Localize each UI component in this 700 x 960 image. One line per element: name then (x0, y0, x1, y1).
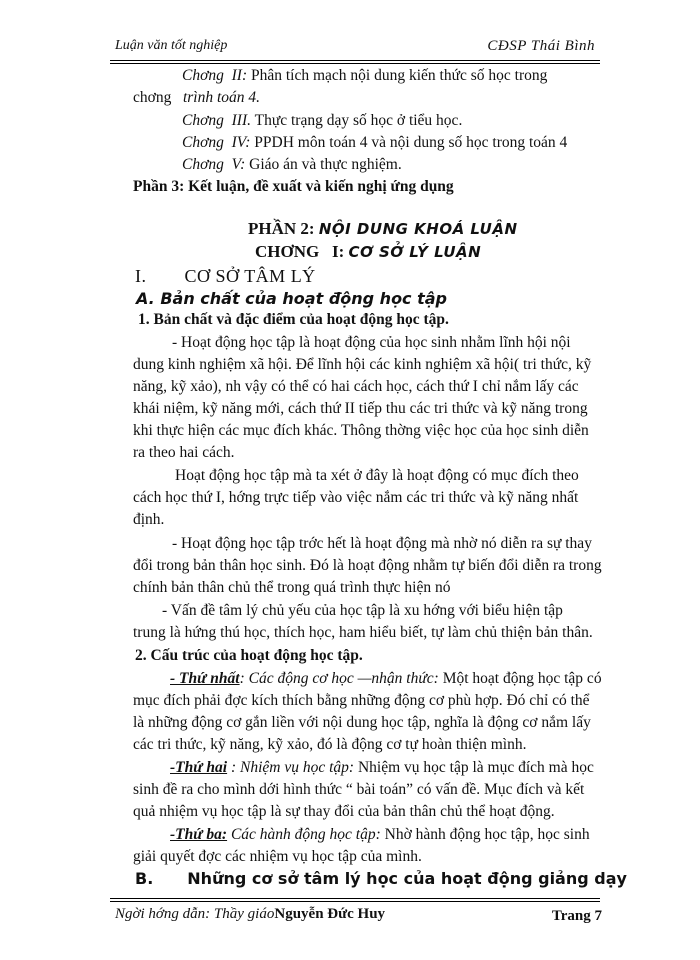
paragraph-line: mục đích phải đợc kích thích bằng những động cơ phù hợp. Đó chỉ có thể (133, 692, 590, 709)
paragraph-line: sinh đề ra cho mình dới hình thức “ bài toán” có vấn đề. Mục đích và kết (133, 781, 585, 798)
toc-chapter-2: Chơng II: Phân tích mạch nội dung kiến thức số học trong (182, 67, 548, 84)
structure-item-2: -Thứ hai : Nhiệm vụ học tập: Nhiệm vụ học tập là mục đích mà học (170, 759, 594, 776)
structure-item-1: - Thứ nhất: Các động cơ học —nhận thức: Một hoạt động học tập có (170, 670, 602, 687)
paragraph-line: khái niệm, kỹ năng mới, cách thứ II tiếp thu các tri thức và kỹ năng trong (133, 400, 588, 417)
paragraph-line: dung kinh nghiệm xã hội. Để lĩnh hội các kinh nghiệm xã hội( tri thức, kỹ (133, 356, 592, 373)
page-number: Trang 7 (551, 908, 602, 924)
toc-chapter-3: Chơng III. Thực trạng dạy số học ở tiểu học. (182, 112, 463, 129)
paragraph-line: cách học thứ I, hớng trực tiếp vào việc nắm các tri thức và kỹ năng nhất (133, 489, 579, 506)
paragraph-line: - Hoạt động học tập là hoạt động của học sinh nhằm lĩnh hội nội (172, 334, 571, 351)
header-right: CĐSP Thái Bình (487, 38, 595, 54)
paragraph-line: chính bản thân chủ thể trong quá trình thực hiện nó (133, 579, 451, 596)
toc-chapter-2-cont: chơng trình toán 4. (133, 89, 261, 106)
paragraph-line: đổi trong bản thân học sinh. Đó là hoạt động nhằm tự biến đổi diễn ra trong (133, 557, 602, 574)
paragraph-line: Hoạt động học tập mà ta xét ở đây là hoạt động có mục đích theo (175, 467, 579, 484)
toc-part-3: Phần 3: Kết luận, đề xuất và kiến nghị ứng dụng (133, 178, 454, 195)
paragraph-line: là những động cơ gắn liền với nội dung học tập, nghĩa là động cơ nắm lấy (133, 714, 591, 731)
paragraph-line: các tri thức, kỹ năng, kỹ xảo, đó là động cơ tự hoàn thiện mình. (133, 736, 527, 753)
section-a-heading: A. Bản chất của hoạt động học tập (136, 289, 448, 308)
paragraph-line: quả nhiệm vụ học tập là sự thay đổi của bản thân chủ thể hoạt động. (133, 803, 555, 820)
section-i-heading: I. CƠ SỞ TÂM LÝ (135, 266, 316, 286)
header-rule-thin (110, 63, 600, 64)
paragraph-line: khi thực hiện các mục đích khác. Thông thờng việc học của học sinh diễn (133, 422, 589, 439)
part-heading: PHẦN 2: NỘI DUNG KHOÁ LUẬN (248, 219, 518, 238)
paragraph-line: năng, kỹ xảo), nh vậy có thể có hai cách học, cách thứ I chỉ nắm lấy các (133, 378, 579, 395)
paragraph-line: - Hoạt động học tập trớc hết là hoạt động mà nhờ nó diễn ra sự thay (172, 535, 592, 552)
paragraph-line: trung là hứng thú học, thích học, ham hiểu biết, tự làm chủ thiện bản thân. (133, 624, 593, 641)
toc-chapter-5: Chơng V: Giáo án và thực nghiệm. (182, 156, 402, 173)
subsection-1-heading: 1. Bản chất và đặc điểm của hoạt động học tập. (138, 311, 449, 328)
paragraph-line: ra theo hai cách. (133, 444, 235, 461)
footer-rule (110, 901, 600, 902)
structure-item-3: -Thứ ba: Các hành động học tập: Nhờ hành động học tập, học sinh (170, 826, 590, 843)
footer-rule-thin (110, 898, 600, 899)
header-rule (110, 60, 600, 61)
paragraph-line: giải quyết đợc các nhiệm vụ học tập của mình. (133, 848, 422, 865)
toc-chapter-4: Chơng IV: PPDH môn toán 4 và nội dung số học trong toán 4 (182, 134, 568, 151)
section-b-heading: B. Những cơ sở tâm lý học của hoạt động giảng dạy (135, 869, 627, 888)
footer-advisor: Ngời hớng dẫn: Thầy giáoNguyễn Đức Huy (115, 906, 386, 922)
chapter-heading: CHƠNG I: CƠ SỞ LÝ LUẬN (255, 242, 482, 261)
paragraph-line: định. (133, 511, 165, 528)
subsection-2-heading: 2. Cấu trúc của hoạt động học tập. (135, 647, 363, 664)
header-left: Luận văn tốt nghiệp (115, 38, 228, 53)
paragraph-line: - Vấn đề tâm lý chủ yếu của học tập là xu hớng với biểu hiện tập (162, 602, 563, 619)
